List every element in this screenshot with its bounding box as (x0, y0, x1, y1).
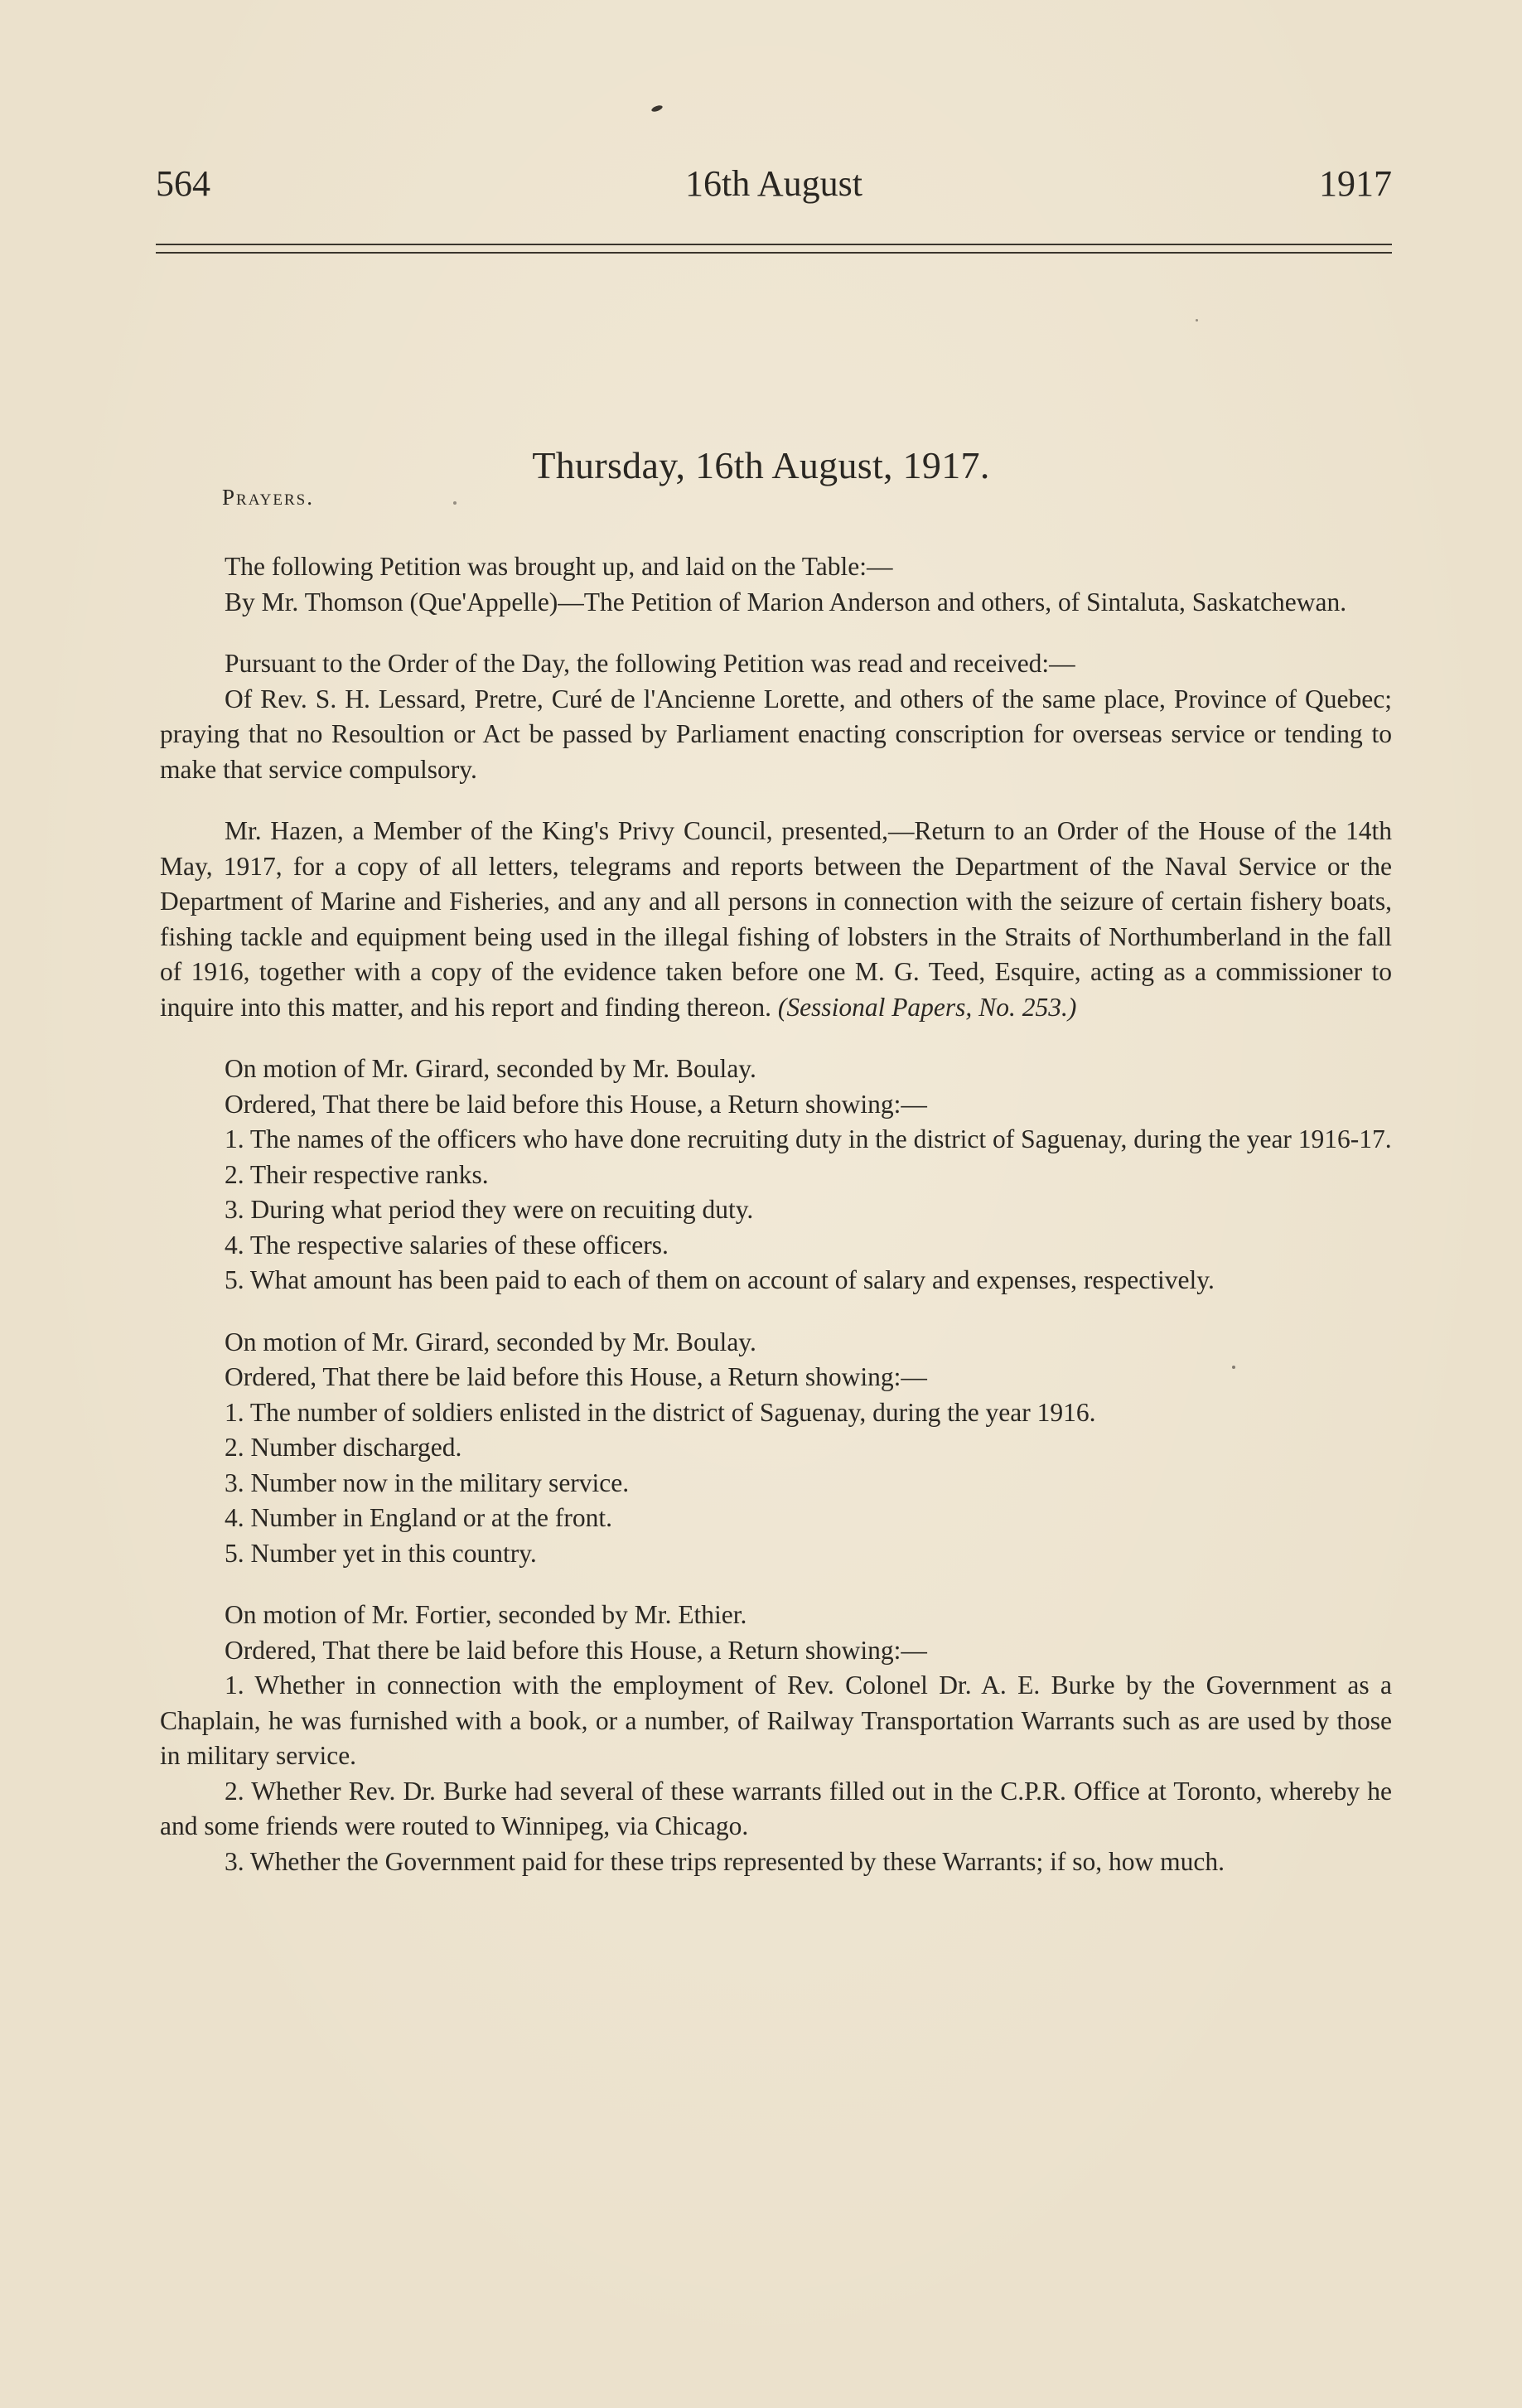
hazen-return-paragraph (160, 814, 1392, 1025)
motion-2-item: 1. The number of soldiers enlisted in the district of Saguenay, during the year 1916. (225, 1397, 1096, 1427)
motion-1-item: 2. Their respective ranks. (225, 1159, 489, 1189)
motion-1-line: On motion of Mr. Girard, seconded by Mr. Boulay. (225, 1054, 756, 1083)
petition-brought-up-detail: By Mr. Thomson (Que'Appelle)—The Petition of Marion Anderson and others, of Sintaluta, Saskatchewan. (225, 587, 1347, 617)
paper-speck (650, 104, 663, 113)
page-number: 564 (156, 163, 210, 204)
header-year: 1917 (1319, 163, 1392, 204)
motion-3-item: 2. Whether Rev. Dr. Burke had several of these warrants filled out in the C.P.R. Office at Toronto, whereby he and some friends were routed to Winnipeg, via Chicago. (160, 1776, 1392, 1840)
paragraph-gap (160, 787, 1392, 814)
motion-1-item: 5. What amount has been paid to each of them on account of salary and expenses, respectively. (225, 1265, 1215, 1294)
motion-1-item: 1. The names of the officers who have done recruiting duty in the district of Saguenay, during the year 1916-17. (225, 1124, 1392, 1153)
petition-read-intro: Pursuant to the Order of the Day, the following Petition was read and received:— (225, 649, 1075, 678)
hazen-return-text: Mr. Hazen, a Member of the King's Privy Council, presented,—Return to an Order of the House of the 14th May, 1917, for a copy of all letters, telegrams and reports between the Department of the Naval Service or the Department of Marine and Fisheries, and any and all persons in connection with the seizure of certain fishery boats, fishing tackle and equipment being used in the illegal fishing of lobsters in the Straits of Northumberland in the fall of 1916, together with a copy of the evidence taken before one M. G. Teed, Esquire, acting as a commissioner to inquire into this matter, and his report and finding thereon. (160, 816, 1392, 1022)
header-date: 16th August (685, 163, 862, 204)
motion-1-item: 3. During what period they were on recuiting duty. (225, 1195, 754, 1224)
motion-2-ordered: Ordered, That there be laid before this House, a Return showing:— (225, 1362, 927, 1391)
motion-3-item: 3. Whether the Government paid for these trips represented by these Warrants; if so, how much. (225, 1846, 1225, 1876)
paper-speck (453, 501, 457, 505)
motion-2-item: 2. Number discharged. (225, 1433, 462, 1462)
header-rule-top (156, 244, 1392, 245)
page-header (156, 162, 1392, 212)
motion-2-item: 4. Number in England or at the front. (225, 1503, 613, 1532)
motion-2-line: On motion of Mr. Girard, seconded by Mr. Boulay. (225, 1327, 756, 1356)
motion-3-ordered: Ordered, That there be laid before this House, a Return showing:— (225, 1635, 927, 1665)
motion-3-item: 1. Whether in connection with the employment of Rev. Colonel Dr. A. E. Burke by the Government as a Chaplain, he was furnished with a book, or a number, of Railway Transportation Warrants such as are used by those in military service. (160, 1671, 1392, 1770)
paper-speck (1196, 319, 1198, 322)
petition-brought-up-intro: The following Petition was brought up, and laid on the Table:— (225, 552, 893, 581)
motion-1-ordered: Ordered, That there be laid before this House, a Return showing:— (225, 1089, 927, 1119)
paragraph-gap (160, 1025, 1392, 1052)
paragraph-gap (160, 1571, 1392, 1598)
paragraph-gap (160, 1298, 1392, 1325)
sessional-papers-reference: (Sessional Papers, No. 253.) (777, 992, 1077, 1022)
motion-2-item: 5. Number yet in this country. (225, 1538, 537, 1568)
sitting-date-heading: Thursday, 16th August, 1917. (532, 444, 990, 486)
paragraph-gap (160, 620, 1392, 646)
petition-read-detail: Of Rev. S. H. Lessard, Pretre, Curé de l'Ancienne Lorette, and others of the same place, Province of Quebec; praying that no Resoultion or Act be passed by Parliament enacting conscription for overseas service or tending to make that service compulsory. (160, 684, 1392, 784)
motion-3-line: On motion of Mr. Fortier, seconded by Mr. Ethier. (225, 1600, 747, 1629)
journal-body (160, 549, 1392, 1879)
motion-1-item: 4. The respective salaries of these officers. (225, 1230, 669, 1260)
prayers-label: Prayers. (222, 485, 314, 510)
header-rule-bottom (156, 252, 1392, 254)
motion-2-item: 3. Number now in the military service. (225, 1468, 630, 1497)
